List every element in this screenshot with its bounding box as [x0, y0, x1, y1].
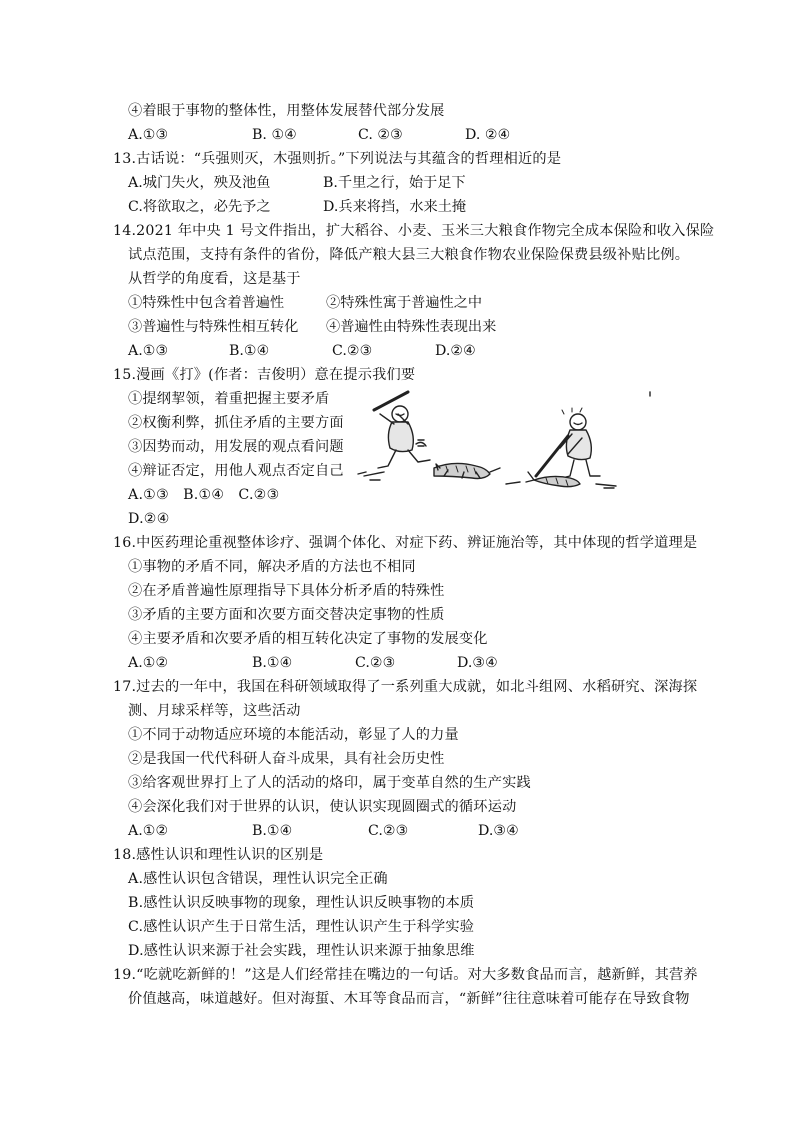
q17-item-2: ②是我国一代代科研人奋斗成果，具有社会历史性 [128, 751, 445, 767]
q18-option-c: C.感性认识产生于日常生活，理性认识产生于科学实验 [128, 919, 475, 935]
q14-item-4: ④普遍性由特殊性表现出来 [326, 319, 497, 335]
q17-choice-a: A.①② [128, 823, 169, 839]
q15-item-4: ④辩证否定，用他人观点否定自己 [128, 463, 344, 479]
man-pinning-cat-figure [536, 408, 600, 478]
pinned-cat-right [526, 472, 580, 487]
q15-item-2: ②权衡利弊，抓住矛盾的主要方面 [128, 415, 344, 431]
q16-item-1: ①事物的矛盾不同，解决矛盾的方法也不相同 [128, 559, 416, 575]
q13-option-b: B.千里之行，始于足下 [323, 175, 466, 191]
q18-option-b: B.感性认识反映事物的现象，理性认识反映事物的本质 [128, 895, 475, 911]
q19-stem-line1: 19.“吃就吃新鲜的！”这是人们经常挂在嘴边的一句话。对大多数食品而言，越新鲜，其营养 [113, 967, 698, 983]
q12-choice-d: D. ②④ [465, 127, 511, 143]
q13-option-d: D.兵来将挡，水来土掩 [323, 199, 467, 215]
q16-choice-a: A.①② [128, 655, 169, 671]
q15-item-1: ①提纲挈领，着重把握主要矛盾 [128, 391, 330, 407]
q16-item-4: ④主要矛盾和次要矛盾的相互转化决定了事物的发展变化 [128, 631, 488, 647]
ground-marks-left [358, 472, 384, 480]
q17-item-4: ④会深化我们对于世界的认识，使认识实现圆圈式的循环运动 [128, 799, 517, 815]
q14-item-1: ①特殊性中包含着普遍性 [128, 295, 285, 311]
q17-choice-c: C.②③ [368, 823, 409, 839]
q13-option-c: C.将欲取之，必先予之 [128, 199, 271, 215]
q19-stem-line2: 价值越高，味道越好。但对海蜇、木耳等食品而言，“新鲜”往往意味着可能存在导致食物 [128, 991, 690, 1007]
q14-stem-line3: 从哲学的角度看，这是基于 [128, 271, 301, 287]
q15-choices-abc: A.①③ B.①④ C.②③ [128, 487, 280, 503]
q12-choice-b: B. ①④ [252, 127, 297, 143]
q17-choice-b: B.①④ [252, 823, 293, 839]
q16-choice-d: D.③④ [457, 655, 498, 671]
q13-stem: 13.古话说：“兵强则灭，木强则折。”下列说法与其蕴含的哲理相近的是 [113, 151, 562, 167]
q14-stem-line2: 试点范围，支持有条件的省份，降低产粮大县三大粮食作物农业保险保费县级补贴比例。 [128, 247, 690, 263]
q14-choice-d: D.②④ [435, 343, 476, 359]
q13-option-a: A.城门失火，殃及池鱼 [128, 175, 271, 191]
q14-item-3: ③普遍性与特殊性相互转化 [128, 319, 299, 335]
cartoon-illustration [356, 384, 656, 502]
q16-choice-b: B.①④ [252, 655, 293, 671]
q12-choice-c: C. ②③ [358, 127, 403, 143]
q16-stem: 16.中医药理论重视整体诊疗、强调个体化、对症下药、辨证施治等，其中体现的哲学道理是 [113, 535, 698, 551]
q15-stem: 15.漫画《打》(作者：吉俊明）意在提示我们要 [113, 367, 416, 383]
q14-choice-b: B.①④ [229, 343, 270, 359]
q16-item-3: ③矛盾的主要方面和次要方面交替决定事物的性质 [128, 607, 445, 623]
q17-stem-line2: 测、月球采样等，这些活动 [128, 703, 301, 719]
q18-option-a: A.感性认识包含错误，理性认识完全正确 [128, 871, 388, 887]
q17-item-3: ③给客观世界打上了人的活动的烙印，属于变革自然的生产实践 [128, 775, 531, 791]
man-swinging-club-figure [374, 392, 430, 468]
q16-item-2: ②在矛盾普遍性原理指导下具体分析矛盾的特殊性 [128, 583, 445, 599]
q17-stem-line1: 17.过去的一年中，我国在科研领域取得了一系列重大成就，如北斗组网、水稻研究、深海探 [113, 679, 698, 695]
q16-choice-c: C.②③ [355, 655, 396, 671]
q18-option-d: D.感性认识来源于社会实践，理性认识来源于抽象思维 [128, 943, 475, 959]
q18-stem: 18.感性认识和理性认识的区别是 [113, 847, 324, 863]
q14-choice-c: C.②③ [332, 343, 373, 359]
running-cat-left [434, 463, 500, 478]
q17-choice-d: D.③④ [478, 823, 519, 839]
q17-item-1: ①不同于动物适应环境的本能活动，彰显了人的力量 [128, 727, 459, 743]
q14-stem-line1: 14.2021 年中央 1 号文件指出，扩大稻谷、小麦、玉米三大粮食作物完全成本保险和收入保险 [113, 223, 715, 239]
q15-choice-d: D.②④ [128, 511, 170, 527]
q12-choice-a: A.①③ [128, 127, 169, 143]
q15-item-3: ③因势而动，用发展的观点看问题 [128, 439, 344, 455]
q14-item-2: ②特殊性寓于普遍性之中 [326, 295, 483, 311]
q12-item-4: ④着眼于事物的整体性，用整体发展替代部分发展 [128, 103, 445, 119]
q14-choice-a: A.①③ [128, 343, 169, 359]
